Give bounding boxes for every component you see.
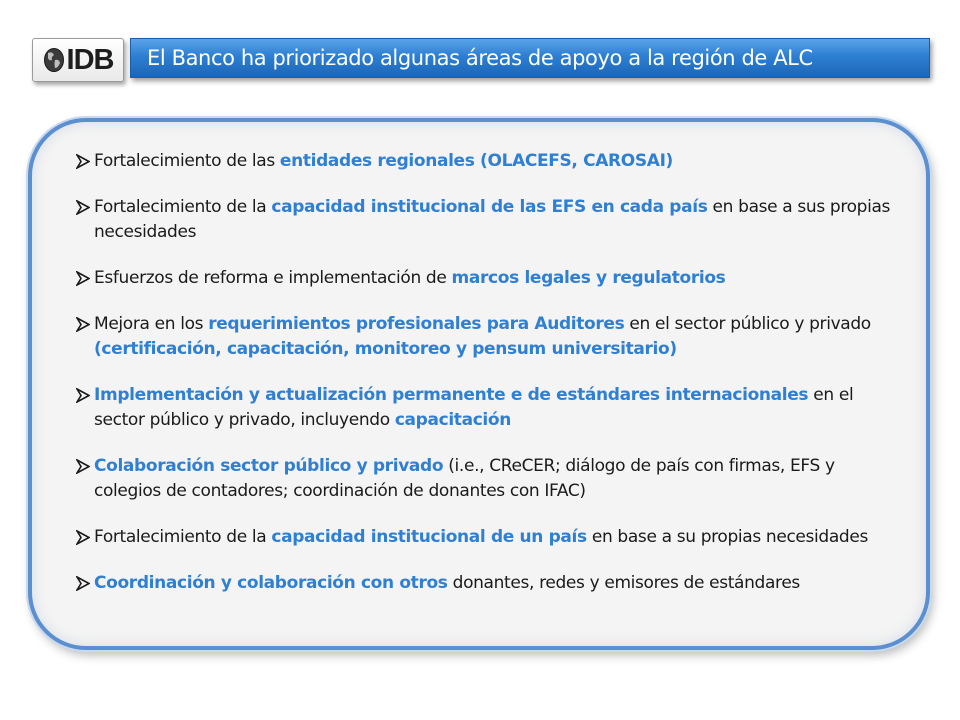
item-text: (i.e., CReCER; diálogo de país con firmas, EFS y colegios de contadores; coordinación de donantes con IFAC) — [94, 456, 835, 501]
item-text: Fortalecimiento de la — [94, 527, 272, 547]
item-text: Fortalecimiento de las — [94, 151, 280, 171]
item-text: donantes, redes y emisores de estándares — [447, 573, 800, 593]
list-item — [76, 525, 906, 550]
item-highlight: capacidad institucional de un país — [271, 527, 587, 547]
list-item — [76, 454, 906, 504]
list-item — [76, 195, 906, 245]
title-bar — [130, 38, 930, 78]
list-item — [76, 571, 906, 596]
item-text: Esfuerzos de reforma e implementación de — [94, 268, 452, 288]
list-item — [76, 266, 906, 291]
list-item — [76, 312, 906, 362]
content-panel — [28, 118, 930, 650]
item-text: en base a sus propias necesidades — [94, 197, 891, 242]
list-item — [76, 149, 906, 174]
logo-text: IDB — [66, 43, 114, 76]
item-text: en el sector público y privado — [624, 314, 871, 334]
item-highlight: requerimientos profesionales para Auditores — [208, 314, 625, 334]
item-text: Fortalecimiento de la — [94, 197, 272, 217]
item-highlight: marcos legales y regulatorios — [451, 268, 726, 288]
arrow-bullet-icon — [76, 154, 90, 169]
page-title: El Banco ha priorizado algunas áreas de apoyo a la región de ALC — [147, 46, 813, 70]
item-highlight: (certificación, capacitación, monitoreo y pensum universitario) — [94, 339, 677, 359]
item-text: en base a su propias necesidades — [586, 527, 868, 547]
arrow-bullet-icon — [76, 200, 90, 215]
item-highlight: capacidad institucional de las EFS en cada país — [271, 197, 708, 217]
arrow-bullet-icon — [76, 271, 90, 286]
item-highlight: entidades regionales (OLACEFS, CAROSAI) — [279, 151, 673, 171]
idb-logo — [32, 38, 124, 82]
arrow-bullet-icon — [76, 388, 90, 403]
item-text: Mejora en los — [94, 314, 209, 334]
item-highlight: Colaboración sector público y privado — [94, 456, 444, 476]
item-highlight: Implementación y actualización permanente e de estándares internacionales — [94, 385, 809, 405]
arrow-bullet-icon — [76, 530, 90, 545]
globe-icon — [43, 47, 65, 73]
item-text: en el sector público y privado, incluyendo — [94, 385, 854, 430]
item-highlight: Coordinación y colaboración con otros — [94, 573, 448, 593]
arrow-bullet-icon — [76, 459, 90, 474]
item-highlight: capacitación — [394, 410, 511, 430]
priority-list — [76, 149, 906, 596]
list-item — [76, 383, 906, 433]
arrow-bullet-icon — [76, 576, 90, 591]
arrow-bullet-icon — [76, 317, 90, 332]
